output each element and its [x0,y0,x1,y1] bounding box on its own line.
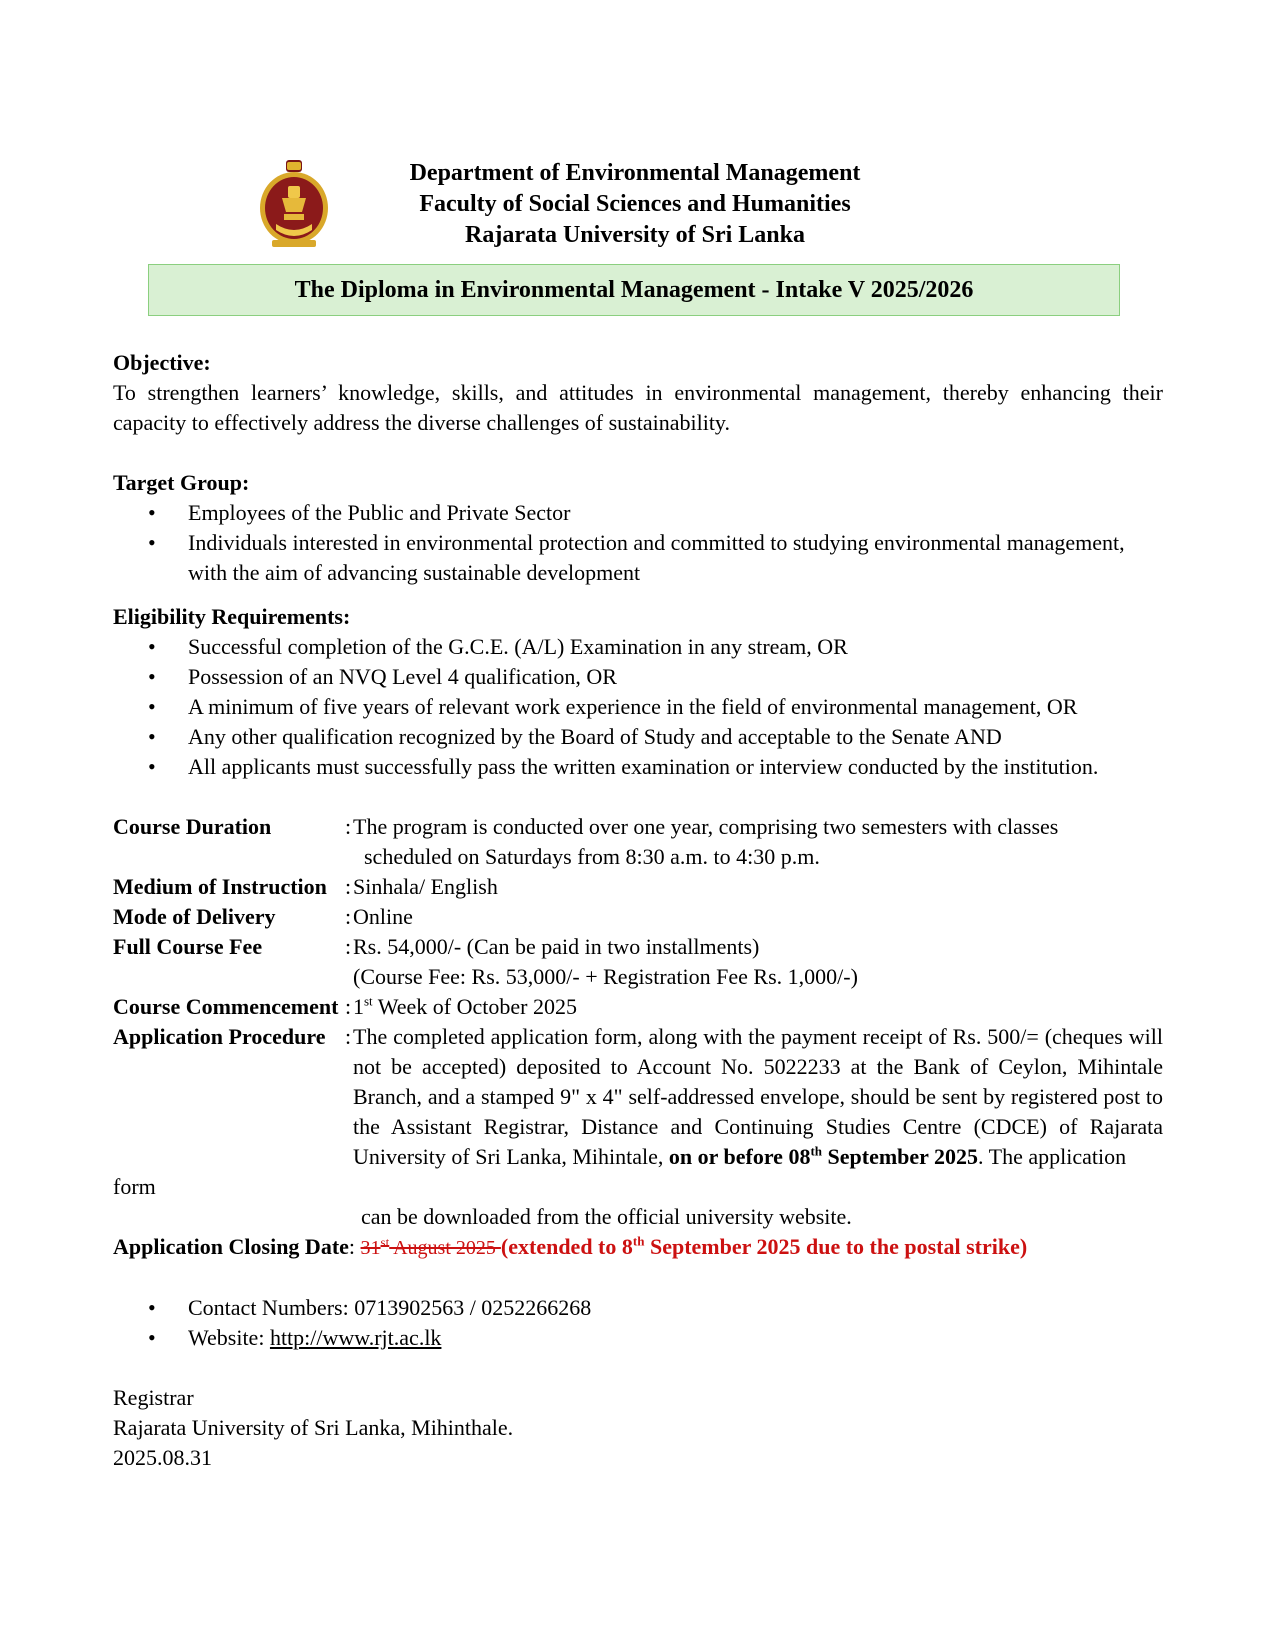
contact-numbers: • Contact Numbers: 0713902563 / 0252266268 [113,1293,1163,1323]
course-fee-value: Rs. 54,000/- (Can be paid in two installments) (Course Fee: Rs. 53,000/- + Registration Fee Rs. 1,000/-) [353,934,858,989]
list-item: • Individuals interested in environmental protection and committed to studying environmental management, with the aim of advancing sustainable development [113,528,1163,588]
objective-heading: Objective: [113,350,211,375]
eligibility-list [113,632,1163,782]
list-item: • Any other qualification recognized by the Board of Study and acceptable to the Senate AND [113,722,1163,752]
course-fee-label: Full Course Fee [113,934,263,959]
list-item: • Employees of the Public and Private Sector [113,498,1163,528]
website-link[interactable]: http://www.rjt.ac.lk [269,1325,442,1350]
signatory-title: Registrar [113,1385,194,1410]
department-name: Department of Environmental Management [409,160,861,186]
delivery-mode-value: Online [353,904,413,929]
course-duration-row: Course Duration : The program is conducted over one year, comprising two semesters with classes scheduled on Saturdays from 8:30 a.m. to 4:30 p.m. [113,812,1163,872]
extended-closing-date: (extended to 8th September 2025 due to the postal strike) [500,1233,1028,1259]
diploma-title: The Diploma in Environmental Management - Intake V 2025/2026 [294,277,974,303]
procedure-text: The completed application form, along with the payment receipt of Rs. 500/= (cheques will not be accepted) deposited to Account No. 5022233 at the Bank of Ceylon, Mihintale Branch, and a stamped 9" x 4" self-addressed envelope, should be sent by registered post to the Assistant Registrar, Distance and Continuing Studies Centre (CDCE) of Rajarata University of Sri Lanka, Mihintale, on or before 08th September 2025. The application [353,1024,1163,1169]
contact-list [113,1293,1163,1353]
document-date: 2025.08.31 [113,1445,212,1470]
delivery-mode-label: Mode of Delivery [113,904,276,929]
university-name: Rajarata University of Sri Lanka [465,222,805,248]
university-emblem-logo [258,158,330,250]
procedure-row: Application Procedure : The completed application form, along with the payment receipt of Rs. 500/= (cheques will not be accepted) deposited to Account No. 5022233 at the Bank of Ceylon, Mihintale Branch, and a stamped 9" x 4" self-addressed envelope, should be sent by registered post to the Assistant Registrar, Distance and Continuing Studies Centre (CDCE) of Rajarata University of Sri Lanka, Mihintale, on or before 08th September 2025. The application [113,1022,1163,1172]
list-item: • A minimum of five years of relevant work experience in the field of environmental management, OR [113,692,1163,722]
target-group-heading: Target Group: [113,470,250,495]
commencement-row: Course Commencement : 1st Week of October 2025 [113,992,1163,1022]
course-fee-row: Full Course Fee : Rs. 54,000/- (Can be paid in two installments) (Course Fee: Rs. 53,000/- + Registration Fee Rs. 1,000/-) [113,932,1163,992]
institution-header [330,158,940,251]
medium-label: Medium of Instruction [113,874,327,899]
objective-text: To strengthen learners’ knowledge, skills, and attitudes in environmental management, thereby enhancing their capacity to effectively address the diverse challenges of sustainability. [113,380,1163,435]
original-closing-date: 31st August 2025 [360,1234,501,1259]
signatory-institution: Rajarata University of Sri Lanka, Mihinthale. [113,1415,514,1440]
target-group-list [113,498,1163,588]
commencement-label: Course Commencement [113,994,339,1019]
commencement-value: 1st Week of October 2025 [353,993,577,1019]
list-item: • Successful completion of the G.C.E. (A/L) Examination in any stream, OR [113,632,1163,662]
list-item: • Possession of an NVQ Level 4 qualification, OR [113,662,1163,692]
medium-row: Medium of Instruction : Sinhala/ English [113,872,1163,902]
document-body [113,348,1163,1473]
closing-date-row: Application Closing Date: 31st August 2025 (extended to 8th September 2025 due to the postal strike) [113,1233,1028,1259]
procedure-label: Application Procedure [113,1024,326,1049]
eligibility-heading: Eligibility Requirements: [113,604,351,629]
procedure-form-word: form [113,1174,156,1199]
website-item: • Website: http://www.rjt.ac.lk [113,1323,1163,1353]
closing-date-label: Application Closing Date [113,1234,349,1259]
course-duration-label: Course Duration [113,814,272,839]
procedure-last-line: can be downloaded from the official university website. [361,1204,852,1229]
delivery-mode-row: Mode of Delivery : Online [113,902,1163,932]
diploma-title-banner [148,264,1120,316]
faculty-name: Faculty of Social Sciences and Humanities [419,191,851,217]
medium-value: Sinhala/ English [353,874,498,899]
list-item: • All applicants must successfully pass the written examination or interview conducted by the institution. [113,752,1163,782]
course-duration-value: The program is conducted over one year, comprising two semesters with classes scheduled on Saturdays from 8:30 a.m. to 4:30 p.m. [353,814,1059,869]
